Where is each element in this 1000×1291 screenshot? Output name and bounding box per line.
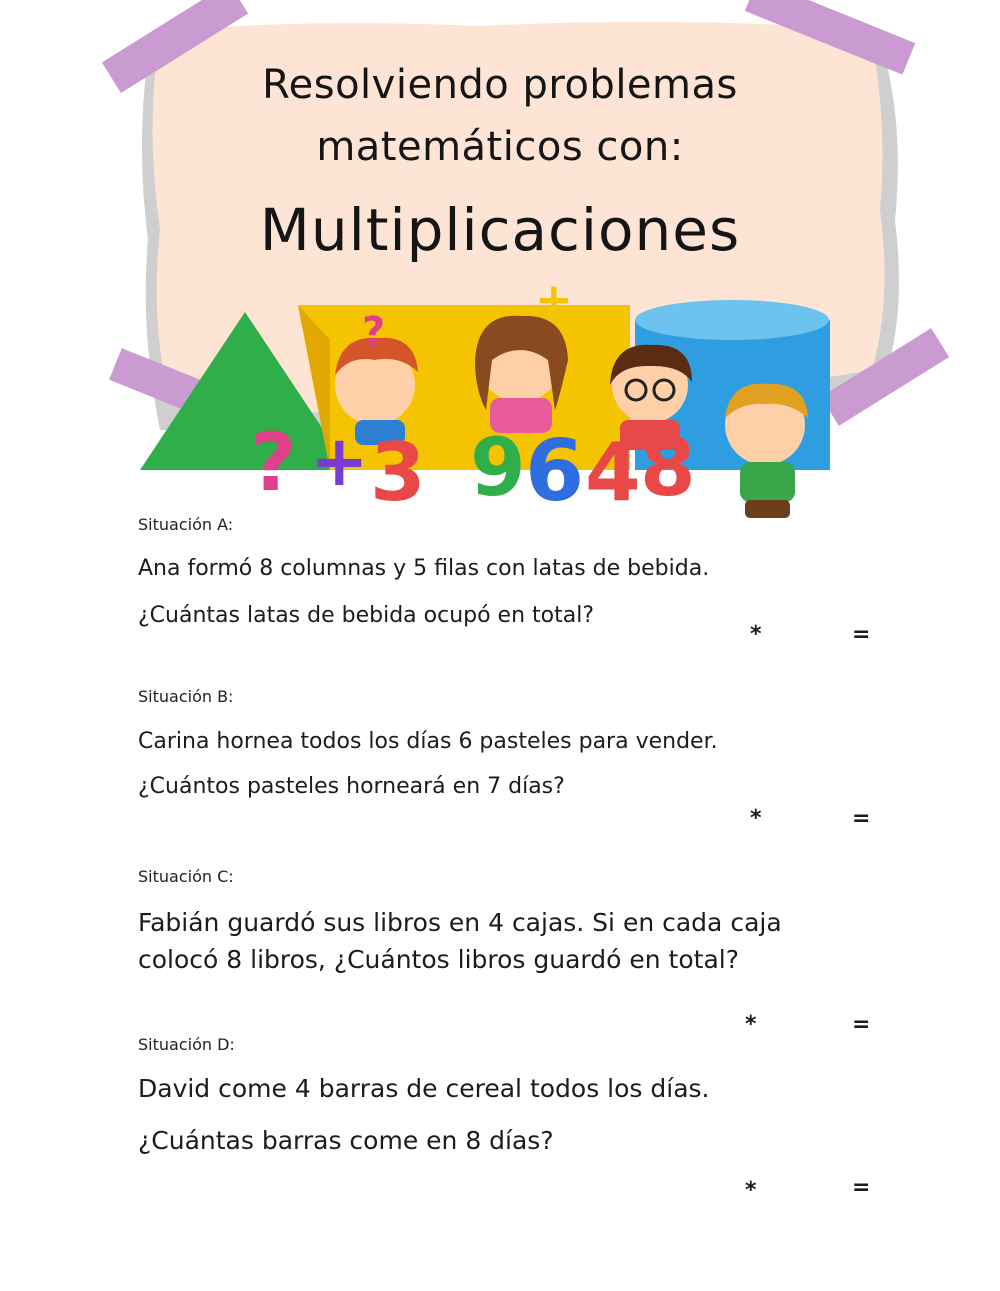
situation-b-answer[interactable]	[880, 806, 964, 836]
situation-d-answer[interactable]	[880, 1175, 964, 1205]
situation-a-label: Situación A:	[138, 515, 234, 534]
kid-boy-right	[725, 384, 808, 518]
situation-c-text: Fabián guardó sus libros en 4 cajas. Si en cada caja colocó 8 libros, ¿Cuántos libros guardó en total?	[138, 908, 782, 974]
situation-d-factor-2[interactable]	[772, 1178, 846, 1208]
situation-a-multiply-sign: *	[750, 622, 762, 647]
situation-a-equals-sign: =	[852, 622, 871, 647]
situation-d-multiply-sign: *	[745, 1178, 757, 1203]
situation-a-line-2: ¿Cuántas latas de bebida ocupó en total?	[138, 603, 595, 628]
decor-plus-top: +	[535, 273, 573, 326]
situation-c-factor-2[interactable]	[772, 1012, 846, 1042]
situation-b-label: Situación B:	[138, 687, 234, 706]
situation-d-line-2: ¿Cuántas barras come en 8 días?	[138, 1126, 554, 1155]
decor-plus-left: +	[310, 420, 369, 502]
situation-d-line-1: David come 4 barras de cereal todos los días.	[138, 1074, 710, 1103]
title-line-2: matemáticos con:	[316, 124, 684, 170]
decor-question-top: ?	[362, 309, 386, 355]
situation-a-factor-1[interactable]	[670, 622, 744, 652]
decor-six: 6	[525, 422, 585, 521]
situation-c-answer[interactable]	[880, 1012, 964, 1042]
situation-a-answer[interactable]	[880, 622, 964, 652]
situation-c-multiply-sign: *	[745, 1012, 757, 1037]
decor-nine: 9	[470, 421, 526, 514]
decor-four: 4	[585, 426, 641, 519]
situation-d-label: Situación D:	[138, 1035, 235, 1054]
situation-b-line-1: Carina hornea todos los días 6 pasteles para vender.	[138, 729, 718, 754]
situation-a-factor-2[interactable]	[772, 622, 846, 652]
title-line-1: Resolviendo problemas	[262, 62, 738, 108]
situation-b-equals-sign: =	[852, 806, 871, 831]
situation-b-factor-1[interactable]	[670, 806, 744, 836]
decor-three: 3	[370, 426, 426, 519]
title-line-3: Multiplicaciones	[259, 196, 741, 264]
decor-question-left: ?	[250, 416, 297, 509]
situation-c-equals-sign: =	[852, 1012, 871, 1037]
decor-eight: 8	[640, 421, 696, 514]
blue-cylinder-top	[635, 300, 829, 340]
situation-b-line-2: ¿Cuántos pasteles horneará en 7 días?	[138, 774, 565, 799]
situation-d-factor-1[interactable]	[670, 1178, 744, 1208]
situation-b-multiply-sign: *	[750, 806, 762, 831]
situation-d-equals-sign: =	[852, 1175, 871, 1200]
situation-c-factor-1[interactable]	[670, 1012, 744, 1042]
situation-a-line-1: Ana formó 8 columnas y 5 filas con latas de bebida.	[138, 556, 710, 581]
situation-c-label: Situación C:	[138, 867, 234, 886]
situation-b-factor-2[interactable]	[772, 806, 846, 836]
